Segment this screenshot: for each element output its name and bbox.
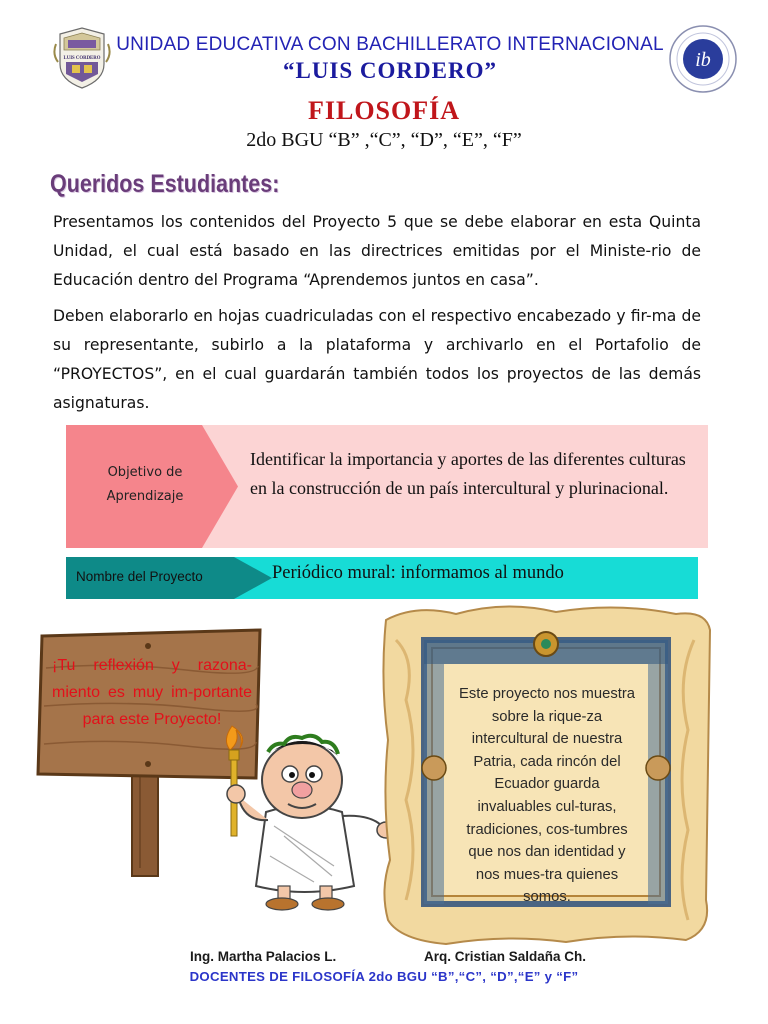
svg-text:ib: ib [695, 49, 711, 71]
project-label: Nombre del Proyecto [76, 569, 203, 584]
project-banner [66, 557, 698, 599]
objective-banner [66, 425, 708, 548]
ib-world-school-icon [668, 24, 738, 94]
greeting-heading: Queridos Estudiantes: [50, 170, 280, 198]
docentes-line: DOCENTES DE FILOSOFÍA 2do BGU “B”,“C”, “D”,“E” y “F” [189, 969, 579, 984]
school-name-line1: UNIDAD EDUCATIVA CON BACHILLERATO INTERNACIONAL [116, 34, 664, 55]
teacher-name-1: Ing. Martha Palacios L. [190, 949, 337, 964]
scroll-message: Este proyecto nos muestra sobre la rique-za intercultural de nuestra Patria, cada rincón del Ecuador guarda invaluables cul-turas, tradiciones, cos-tumbres que nos dan identidad y nos mues-tra quienes somos. [458, 686, 635, 906]
sign-message: ¡Tu reflexión y razona-miento es muy im-portante para este Proyecto! [52, 657, 252, 728]
objective-text: Identificar la importancia y aportes de las diferentes culturas en la construcción de un país intercultural y plurinacional. [250, 449, 686, 498]
school-name-line2: “LUIS CORDERO” [282, 58, 497, 83]
school-crest-icon [52, 24, 112, 90]
project-name: Periódico mural: informamos al mundo [272, 563, 564, 583]
grades-line: 2do BGU “B” ,“C”, “D”, “E”, “F” [246, 129, 522, 151]
intro-paragraph: Presentamos los contenidos del Proyecto 5 que se debe elaborar en esta Quinta Unidad, el cual está basado en las directrices emitidas por el Ministe-rio de Educación dentro del Programa “Aprendemos juntos en casa”. [53, 213, 701, 289]
objective-label: Objetivo de Aprendizaje [106, 465, 184, 504]
subject-title: FILOSOFÍA [307, 96, 461, 125]
teacher-name-2: Arq. Cristian Saldaña Ch. [424, 949, 587, 964]
svg-text:LUIS CORDERO: LUIS CORDERO [63, 56, 101, 61]
instructions-paragraph: Deben elaborarlo en hojas cuadriculadas con el respectivo encabezado y fir-ma de su representante, subirlo a la plataforma y archivarlo en el Portafolio de “PROYECTOS”, en el cual guardarán también todos los proyectos de las demás asignaturas. [53, 307, 701, 412]
